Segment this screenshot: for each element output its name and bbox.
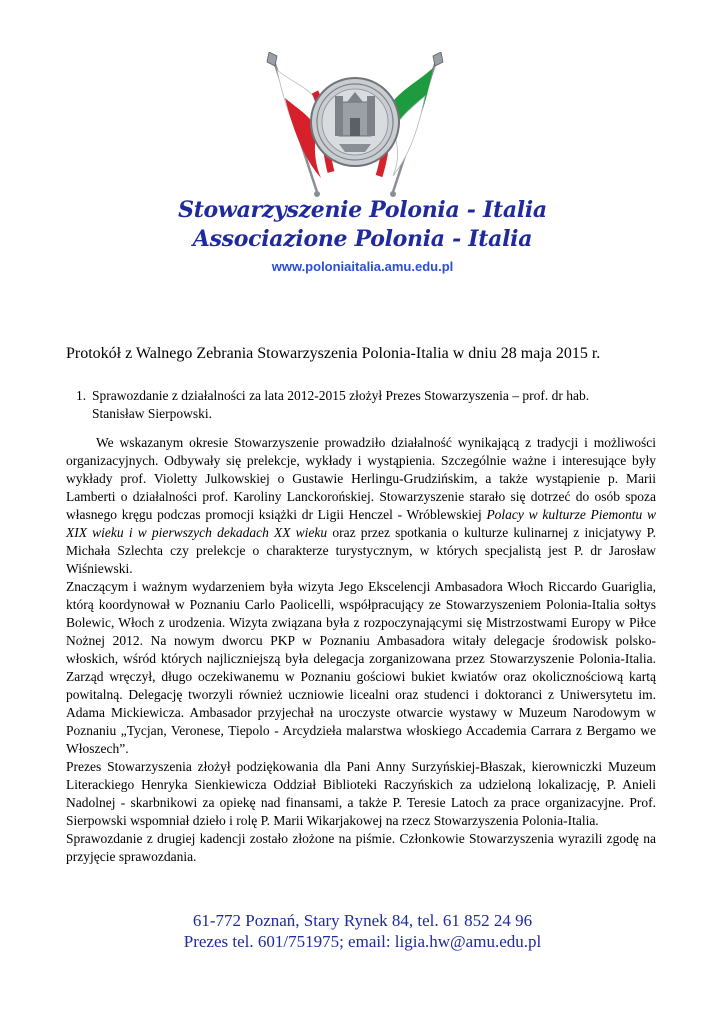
association-logo [255, 52, 455, 200]
footer [0, 910, 725, 952]
document-title: Protokół z Walnego Zebrania Stowarzyszenia Polonia-Italia w dniu 28 maja 2015 r. [66, 345, 601, 362]
book-title: Polacy w kulturze Piemontu w XIX wieku i w pierwszych dekadach XX wieku [66, 507, 656, 540]
spear-tip-left [267, 52, 277, 66]
paragraph-activities: We wskazanym okresie Stowarzyszenie prowadziło działalność wynikającą z tradycji i możliwości organizacyjnych. Odbywały się prelekcje, wykłady i wystąpienia. Szczególnie ważne i interesujące były wykłady prof. Violetty Julkowskiej o Gustawie Herlingu-Grudzińskim, a także wystąpienie p. Marii Lamberti o działalności prof. Karoliny Lanckorońskiej. Stowarzyszenie starało się dotrzeć do osób spoza własnego kręgu podczas promocji książki dr Ligii Henczel - Wróblewskiej Polacy w kulturze Piemontu w XIX wieku i w pierwszych dekadach XX wieku oraz przez spotkania o kulturze kulinarnej z inicjatywy P. Michała Szlechta czy prelekcje o charakterze turystycznym, w których specjalistą jest P. dr Jarosław Wiśniewski. [66, 435, 657, 576]
list-item-number: 1. [76, 388, 87, 403]
paragraph-report-approval: Sprawozdanie z drugiej kadencji zostało złożone na piśmie. Członkowie Stowarzyszenia wyrazili zgodę na przyjęcie sprawozdania. [66, 831, 656, 864]
footer-contact: Prezes tel. 601/751975; email: ligia.hw@amu.edu.pl [183, 932, 542, 951]
document-body [66, 434, 656, 866]
list-item [76, 387, 644, 423]
list-item-text: Sprawozdanie z działalności za lata 2012-2015 złożył Prezes Stowarzyszenia – prof. dr hab. Stanisław Sierpowski. [92, 388, 590, 421]
spear-tip-right [433, 52, 443, 66]
org-name-italian: Associazione Polonia - Italia [192, 226, 533, 252]
footer-address: 61-772 Poznań, Stary Rynek 84, tel. 61 852 24 96 [192, 911, 533, 930]
org-name-polish: Stowarzyszenie Polonia - Italia [178, 197, 547, 223]
paragraph-ambassador-visit: Znaczącym i ważnym wydarzeniem była wizyta Jego Ekscelencji Ambasadora Włoch Riccardo Guariglia, którą koordynował w Poznaniu Carlo Paolicelli, współpracujący ze Stowarzyszeniem Polonia-Italia sołtys Bolewic, Włoch z urodzenia. Wizyta związana była z rozpoczynającymi się Mistrzostwami Europy w Piłce Nożnej 2012. Na nowym dworcu PKP w Poznaniu Ambasadora witały delegacje środowisk polsko-włoskich, wśród których najliczniejszą była delegacja zorganizowana przez Stowarzyszenie Polonia-Italia. Zarząd wręczył, długo oczekiwanemu w Poznaniu gościowi bukiet kwiatów oraz okolicznościową kartą powitalną. Delegację tworzyli również uczniowie licealni oraz studenci i doktoranci z Uniwersytetu im. Adama Mickiewicza. Ambasador przyjechał na uroczyste otwarcie wystawy w Muzeum Narodowym w Poznaniu „Tycjan, Veronese, Tiepolo - Arcydzieła malarstwa włoskiego Accademia Carrara z Bergamo we Włoszech”. [66, 579, 656, 756]
paragraph-acknowledgements: Prezes Stowarzyszenia złożył podziękowania dla Pani Anny Surzyńskiej-Błaszak, kierowniczki Muzeum Literackiego Henryka Sienkiewicza Oddział Biblioteki Raczyńskich za udzieloną lokalizację, P. Anieli Nadolnej - skarbnikowi za opiekę nad finansami, a także P. Teresie Latoch za prace organizacyjne. Prof. Sierpowski wspomniał dzieło i rolę P. Marii Wikarjakowej na rzecz Stowarzyszenia Polonia-Italia. [66, 759, 656, 828]
website-link[interactable]: www.poloniaitalia.amu.edu.pl [271, 259, 454, 274]
